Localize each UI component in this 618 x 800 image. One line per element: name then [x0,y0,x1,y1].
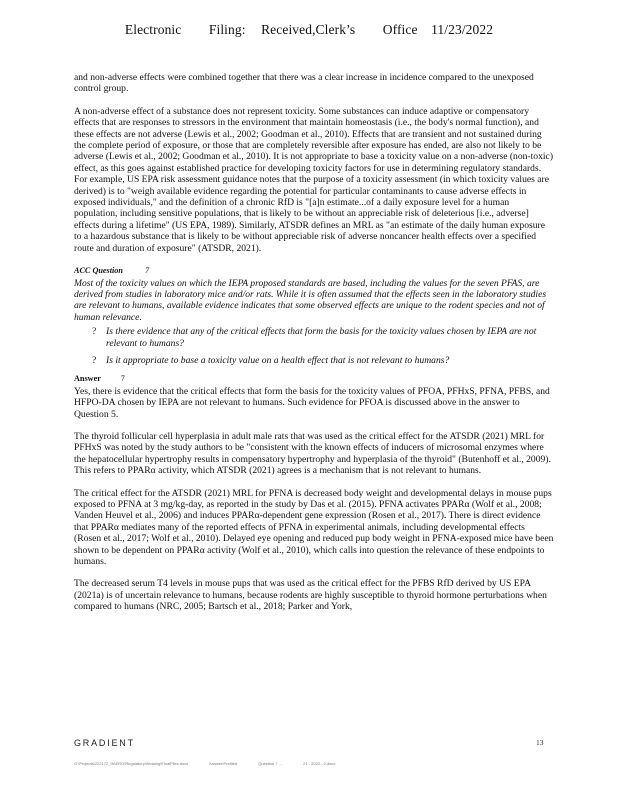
page-number: 13 [536,738,544,747]
paragraph-continuation: and non-adverse effects were combined together that there was a clear increase in incidence compared to the unexposed control group. [74,72,534,95]
question-number: 7 [144,266,150,276]
gradient-logo: GRADIENT [74,738,135,748]
footer-path-3: Question 7 ... [258,761,283,766]
question-heading [74,265,554,276]
paragraph-pfna: The critical effect for the ATSDR (2021) MRL for PFNA is decreased body weight and developmental delays in mouse pups exposed to PFNA at 3 mg/kg-day, as reported in the study by Das et al. (2015). PFNA activates PPARα (Wolf et al., 2008; Vanden Heuvel et al., 2006) and induces PPARα-dependent gene expression (Rosen et al., 2017). There is direct evidence that PPARα mediates many of the reported effects of PFNA in experimental animals, including developmental effects (Rosen et al., 2017; Wolf et al., 2010). Delayed eye opening and reduced pup body weight in PFNA-exposed mice have been shown to be dependent on PPARα activity (Wolf et al., 2010), which calls into question the relevance of these endpoints to humans. [74,487,554,568]
question-bullet [74,355,554,366]
question-intro: Most of the toxicity values on which the IEPA proposed standards are based, including the values for the seven PFAS, are derived from studies in laboratory mice and/or rats. While it is often assumed that the effects seen in the laboratory studies are relevant to humans, available evidence indicates that some observed effects are unique to the rodent species and not of human relevance. [74,277,547,323]
bullet-text: Is there evidence that any of the critical effects that form the basis for the toxicity values chosen by IEPA are not relevant to humans? [106,326,537,349]
bullet-mark: ? [92,354,97,366]
footer-path-1: G:\Projects\222172_IN\ERG\Regulatory\Working\FinalFiles.docx [74,761,189,766]
paragraph-pfhxs: The thyroid follicular cell hyperplasia in adult male rats that was used as the critical effect for the ATSDR (2021) MRL for PFHxS was noted by the study authors to be "consistent with the known effects of inducers of microsomal enzymes where the hepatocellular hypertrophy results in compensatory hypertrophy and hyperplasia of the thyroid" (Butenhoff et al., 2009). This refers to PPARα activity, which ATSDR (2021) agrees is a mechanism that is not relevant to humans. [74,430,551,477]
footer-path-4: 21 - 2022 - 2.docx [303,761,336,766]
paragraph-non-adverse: A non-adverse effect of a substance does not represent toxicity. Some substances can induce adaptive or compensatory effects that are responses to stressors in the environment that maintain homeostasis (i.e., the body's normal function), and these effects are not adverse (Lewis et al., 2002; Goodman et al., 2010). Effects that are transient and not sustained during the complete period of exposure, or those that are completely reversible after exposure has ended, are also not likely to be adverse (Lewis et al., 2002; Goodman et al., 2010). It is not appropriate to base a toxicity value on a non-adverse (non-toxic) effect, as this goes against established practice for developing toxicity factors for use in determining regulatory standards. For example, US EPA risk assessment guidance notes that the purpose of a toxicity assessment (in which toxicity values are derived) is to "weigh available evidence regarding the potential for particular contaminants to cause adverse effects in exposed individuals," and the definition of a chronic RfD is "[a]n estimate...of a daily exposure level for a human population, including sensitive populations, that is likely to be without an appreciable risk of deleterious [i.e., adverse] effects during a lifetime" (US EPA, 1989). Similarly, ATSDR defines an MRL as "an estimate of the daily human exposure to a hazardous substance that is likely to be without appreciable risk of adverse noncancer health effects over a specified route and duration of exposure" (ATSDR, 2021). [74,105,554,254]
document-body [74,72,554,624]
header-office: Office [382,22,418,37]
paragraph-answer: Yes, there is evidence that the critical effects that form the basis for the toxicity values of PFOA, PFHxS, PFNA, PFBS, and HFPO-DA chosen by IEPA are not relevant to humans. Such evidence for PFOA is discussed above in the answer to Question 5. [74,385,550,420]
file-path-footer [74,761,355,766]
bullet-text: Is it appropriate to base a toxicity value on a health effect that is not relevant to humans? [106,354,450,366]
question-bullet [74,326,554,349]
question-label-word: Question [92,266,123,276]
footer-path-2: Answer\Prefiled [209,761,238,766]
header-date: 11/23/2022 [431,22,494,37]
bullet-mark: ? [92,326,97,338]
header-received: Received,Clerk’s [261,22,356,37]
filing-header [0,22,618,38]
header-filing: Filing: [208,22,246,37]
question-label-acc: ACC [74,266,91,276]
answer-label: Answer [74,374,101,384]
answer-heading [74,373,554,384]
header-electronic: Electronic [124,22,182,37]
paragraph-pfbs: The decreased serum T4 levels in mouse pups that was used as the critical effect for the PFBS RfD derived by US EPA (2021a) is of uncertain relevance to humans, because rodents are highly susceptible to thyroid hormone perturbations when compared to humans (NRC, 2005; Bartsch et al., 2018; Parker and York, [74,578,547,613]
answer-number: 7 [120,374,125,384]
